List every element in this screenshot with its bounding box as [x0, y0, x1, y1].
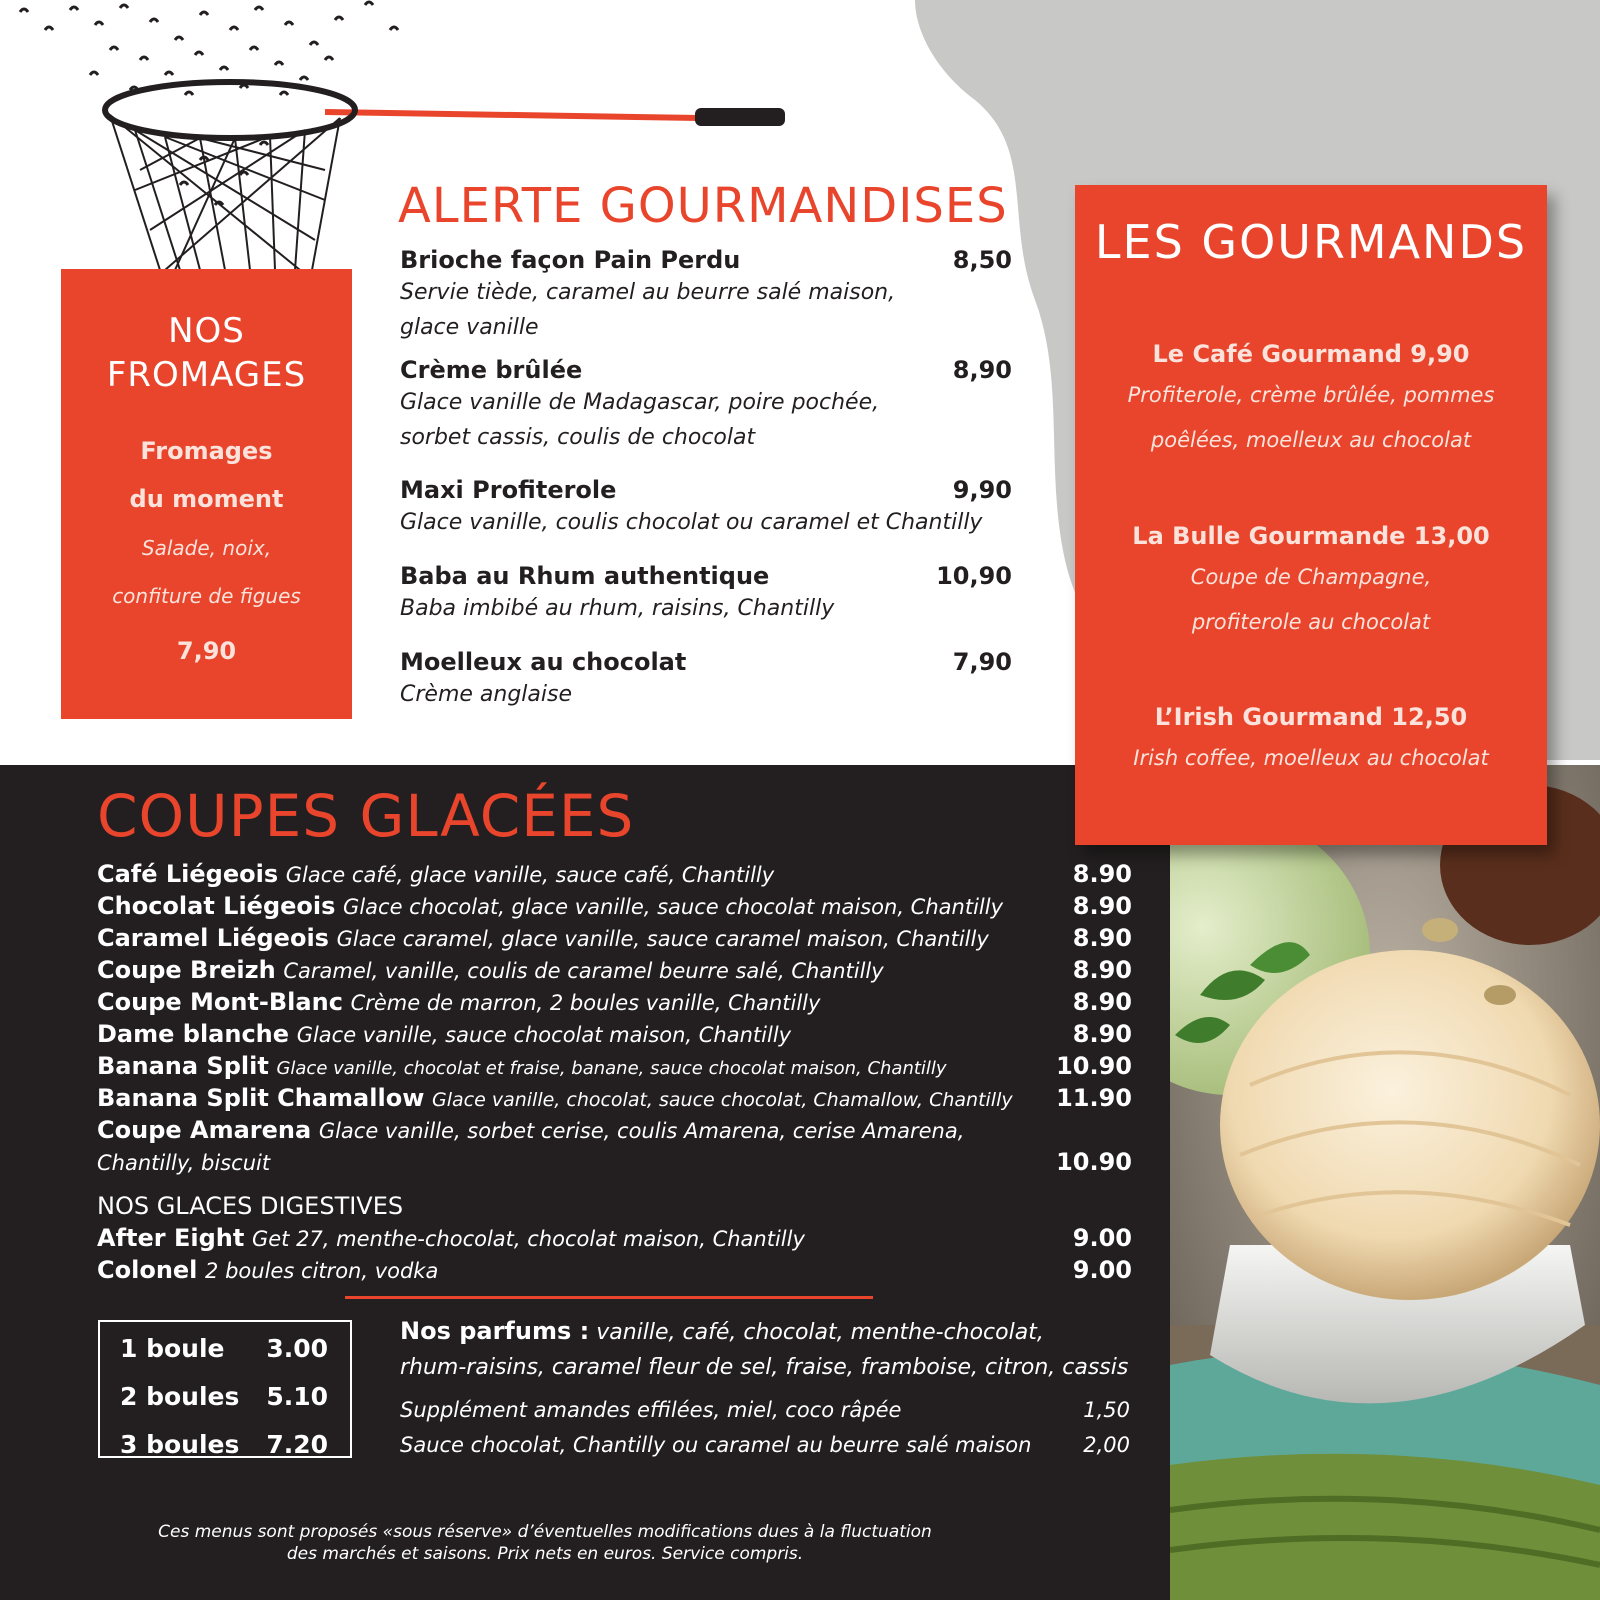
item-price: 8,50 — [952, 246, 1012, 274]
coupe-price: 8.90 — [1072, 892, 1132, 920]
parfums-text — [400, 1314, 1140, 1385]
item-name: Brioche façon Pain Perdu — [400, 246, 741, 274]
divider — [345, 1296, 873, 1299]
boule-label: 3 boules — [120, 1430, 240, 1459]
gourmands-box — [1075, 185, 1547, 845]
item-name: Crème brûlée — [400, 356, 583, 384]
coupe-price: 8.90 — [1072, 924, 1132, 952]
boule-row — [120, 1334, 328, 1363]
digestives-title: NOS GLACES DIGESTIVES — [97, 1192, 404, 1220]
item-desc: Glace vanille, coulis chocolat ou caramel et Chantilly — [400, 510, 983, 535]
gourmand-desc: Irish coffee, moelleux au chocolat — [1133, 746, 1489, 770]
gourmand-name: La Bulle Gourmande 13,00 — [1132, 522, 1490, 550]
coupe-desc: Glace vanille, sorbet cerise, coulis Amarena, cerise Amarena, — [318, 1119, 965, 1143]
boule-price: 5.10 — [266, 1382, 328, 1411]
coupe-price: 10.90 — [1056, 1148, 1132, 1176]
item-desc: Servie tiède, caramel au beurre salé maison, — [400, 280, 896, 305]
gourmand-desc: Profiterole, crème brûlée, pommes — [1127, 383, 1495, 407]
coupe-item — [97, 890, 1132, 923]
coupe-item — [97, 1050, 1132, 1085]
fromages-box — [61, 269, 352, 719]
boules-price-box — [98, 1320, 352, 1458]
ice-cream-image — [1170, 765, 1600, 1600]
coupe-item — [97, 954, 1132, 987]
coupe-item — [97, 1082, 1132, 1116]
coupe-item — [97, 858, 1132, 891]
coupe-item-amarena-line2 — [97, 1146, 1132, 1179]
item-desc: Crème anglaise — [400, 682, 572, 707]
item-desc: glace vanille — [400, 315, 539, 340]
supplement-row — [400, 1398, 1130, 1422]
gourmand-name: L’Irish Gourmand 12,50 — [1154, 703, 1468, 731]
coupe-price: 8.90 — [1072, 1020, 1132, 1048]
coupe-desc: Glace café, glace vanille, sauce café, Chantilly — [285, 863, 775, 887]
menu-item — [400, 475, 1012, 540]
item-name: Moelleux au chocolat — [400, 648, 687, 676]
fromages-name-line1: Fromages — [140, 437, 273, 465]
coupe-name: Banana Split — [97, 1052, 269, 1080]
gourmand-name: Le Café Gourmand 9,90 — [1152, 340, 1470, 368]
gourmand-desc: Coupe de Champagne, — [1190, 565, 1432, 589]
fromages-desc-line2: confiture de figues — [112, 584, 301, 608]
item-desc: Glace vanille de Madagascar, poire pochée, — [400, 390, 880, 415]
digestive-item — [97, 1222, 1132, 1255]
menu-item — [400, 355, 1012, 455]
parfums-line1: vanille, café, chocolat, menthe-chocolat, — [589, 1320, 1044, 1345]
menu-item — [400, 245, 1012, 345]
coupe-name: Chocolat Liégeois — [97, 892, 336, 920]
item-name: Maxi Profiterole — [400, 476, 617, 504]
coupe-desc: Glace vanille, sauce chocolat maison, Chantilly — [296, 1023, 792, 1047]
gourmand-desc: profiterole au chocolat — [1191, 610, 1431, 634]
supplement-price: 2,00 — [1083, 1433, 1130, 1457]
gourmands-title: LES GOURMANDS — [1094, 215, 1528, 269]
footer-note-line1: Ces menus sont proposés «sous réserve» d’éventuelles modifications dues à la fluctuation — [158, 1522, 932, 1542]
supplement-label: Sauce chocolat, Chantilly ou caramel au beurre salé maison — [400, 1433, 1032, 1457]
coupes-title: COUPES GLACÉES — [97, 782, 635, 850]
coupe-price: 10.90 — [1056, 1052, 1132, 1080]
coupe-price: 8.90 — [1072, 956, 1132, 984]
coupe-name: Café Liégeois — [97, 860, 279, 888]
coupe-item — [97, 1018, 1132, 1051]
gourmand-desc: poêlées, moelleux au chocolat — [1150, 428, 1472, 452]
coupe-item — [97, 922, 1132, 955]
coupe-desc: Glace chocolat, glace vanille, sauce chocolat maison, Chantilly — [343, 895, 1003, 919]
coupe-name: Dame blanche — [97, 1020, 290, 1048]
coupe-desc: Glace vanille, chocolat et fraise, banane, sauce chocolat maison, Chantilly — [276, 1058, 947, 1079]
coupe-name: After Eight — [97, 1224, 245, 1252]
fromages-name-line2: du moment — [129, 485, 284, 513]
coupe-desc: Glace caramel, glace vanille, sauce caramel maison, Chantilly — [336, 927, 989, 951]
item-price: 7,90 — [952, 648, 1012, 676]
coupe-desc: Crème de marron, 2 boules vanille, Chantilly — [350, 991, 821, 1015]
fromages-desc-line1: Salade, noix, — [141, 536, 272, 560]
coupe-name: Banana Split Chamallow — [97, 1084, 425, 1112]
item-price: 10,90 — [936, 562, 1012, 590]
menu-item — [400, 647, 1012, 712]
menu-item — [400, 561, 1012, 626]
coupe-desc: Caramel, vanille, coulis de caramel beurre salé, Chantilly — [283, 959, 884, 983]
fromages-price: 7,90 — [176, 637, 237, 665]
parfums-line2: rhum-raisins, caramel fleur de sel, fraise, framboise, citron, cassis — [400, 1355, 1129, 1380]
coupe-item-amarena — [97, 1114, 1132, 1147]
fromages-title-line1: NOS — [168, 311, 245, 351]
item-desc: Baba imbibé au rhum, raisins, Chantilly — [400, 596, 835, 621]
parfums-label: Nos parfums : — [400, 1317, 590, 1345]
digestive-item — [97, 1254, 1132, 1287]
ice-cream-photo — [1170, 765, 1600, 1600]
supplement-row — [400, 1433, 1130, 1457]
item-name: Baba au Rhum authentique — [400, 562, 770, 590]
coupe-price: 9.00 — [1072, 1256, 1132, 1284]
coupe-desc: 2 boules citron, vodka — [205, 1259, 439, 1283]
coupe-name: Caramel Liégeois — [97, 924, 329, 952]
coupe-price: 8.90 — [1072, 860, 1132, 888]
coupe-desc: Glace vanille, chocolat, sauce chocolat, Chamallow, Chantilly — [432, 1089, 1013, 1111]
coupe-desc: Chantilly, biscuit — [97, 1151, 271, 1175]
coupe-name: Colonel — [97, 1256, 198, 1284]
coupe-name: Coupe Breizh — [97, 956, 276, 984]
footer-note-line2: des marchés et saisons. Prix nets en euros. Service compris. — [286, 1544, 804, 1564]
item-price: 8,90 — [952, 356, 1012, 384]
boule-label: 1 boule — [120, 1334, 225, 1363]
alerte-title: ALERTE GOURMANDISES — [398, 178, 1008, 234]
supplement-label: Supplément amandes effilées, miel, coco râpée — [400, 1398, 902, 1422]
coupe-price: 8.90 — [1072, 988, 1132, 1016]
item-desc: sorbet cassis, coulis de chocolat — [400, 425, 756, 450]
fromages-title-line2: FROMAGES — [106, 355, 307, 395]
boule-price: 3.00 — [266, 1334, 328, 1363]
coupe-desc: Get 27, menthe-chocolat, chocolat maison, Chantilly — [251, 1227, 805, 1251]
boule-row — [120, 1430, 328, 1459]
supplement-price: 1,50 — [1083, 1398, 1130, 1422]
item-price: 9,90 — [952, 476, 1012, 504]
coupe-name: Coupe Mont-Blanc — [97, 988, 343, 1016]
coupe-item — [97, 986, 1132, 1019]
boule-price: 7.20 — [266, 1430, 328, 1459]
coupe-name: Coupe Amarena — [97, 1116, 312, 1144]
boule-row — [120, 1382, 328, 1411]
coupe-price: 11.90 — [1056, 1084, 1132, 1112]
coupe-price: 9.00 — [1072, 1224, 1132, 1252]
boule-label: 2 boules — [120, 1382, 240, 1411]
